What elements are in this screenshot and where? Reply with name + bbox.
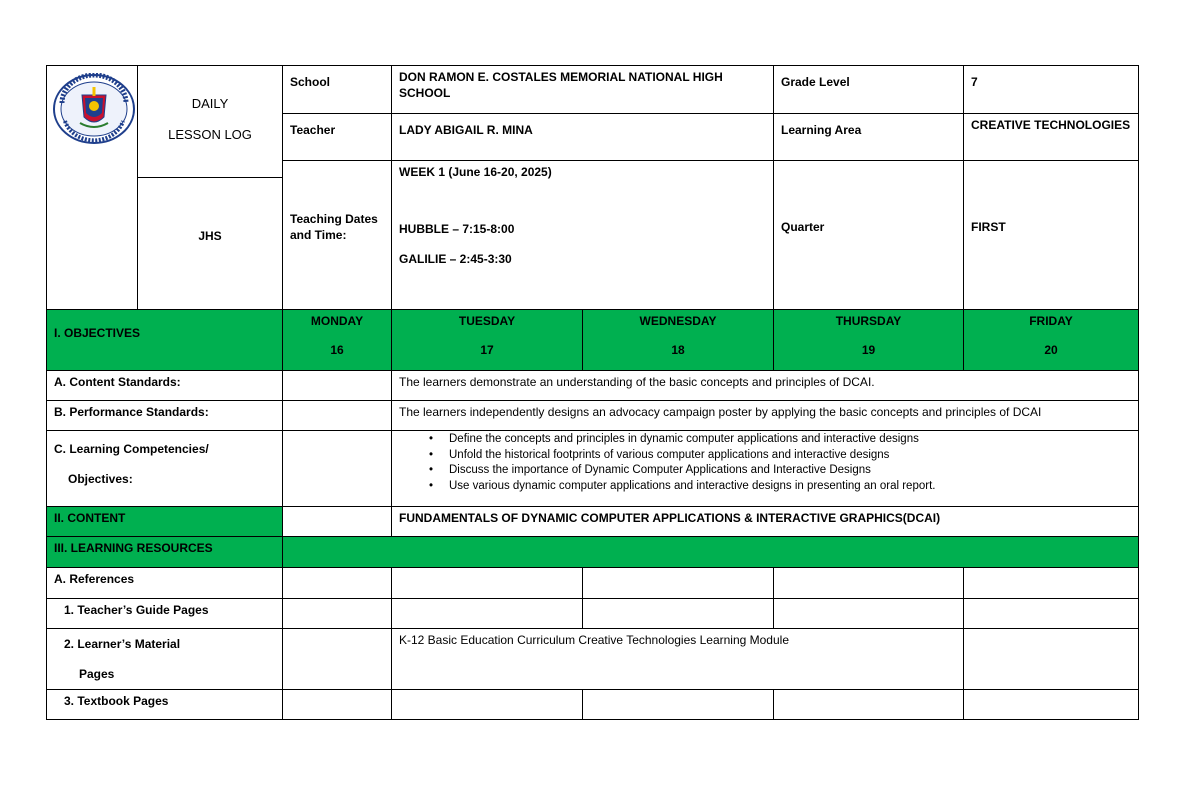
grade-value: 7 — [963, 65, 1139, 114]
quarter-label: Quarter — [773, 160, 964, 310]
day-name: TUESDAY — [458, 314, 516, 328]
competencies-label — [46, 430, 283, 507]
area-label: Learning Area — [773, 113, 964, 161]
day-name: FRIDAY — [1029, 314, 1073, 328]
content-value: FUNDAMENTALS OF DYNAMIC COMPUTER APPLICATIONS & INTERACTIVE GRAPHICS(DCAI) — [391, 506, 1139, 537]
performance-standards-monday — [282, 400, 392, 431]
lm-label-line1: 2. Learner’s Material — [64, 637, 181, 651]
day-date: 17 — [480, 343, 494, 358]
content-standards-label: A. Content Standards: — [46, 370, 283, 401]
references-wednesday — [582, 567, 774, 599]
schedule-1: HUBBLE – 7:15-8:00 — [399, 222, 515, 237]
textbook-label: 3. Textbook Pages — [46, 689, 283, 720]
references-label: A. References — [46, 567, 283, 599]
list-item: • Discuss the importance of Dynamic Computer Applications and Interactive Designs — [437, 463, 1131, 479]
lm-friday — [963, 628, 1139, 690]
content-standards-monday — [282, 370, 392, 401]
textbook-tuesday — [391, 689, 583, 720]
lm-label — [46, 628, 283, 690]
tg-wednesday — [582, 598, 774, 629]
resources-label: III. LEARNING RESOURCES — [46, 536, 283, 568]
content-monday — [282, 506, 392, 537]
day-date: 20 — [1044, 343, 1058, 358]
references-friday — [963, 567, 1139, 599]
tg-friday — [963, 598, 1139, 629]
textbook-monday — [282, 689, 392, 720]
teacher-label: Teacher — [282, 113, 392, 161]
day-name: THURSDAY — [835, 314, 902, 328]
schedule-2: GALILIE – 2:45-3:30 — [399, 251, 512, 266]
resources-band — [282, 536, 1139, 568]
day-thursday — [773, 309, 964, 371]
content-standards-value: The learners demonstrate an understanding of the basic concepts and principles of DCAI. — [391, 370, 1139, 401]
area-value: CREATIVE TECHNOLOGIES — [963, 113, 1139, 161]
dates-label: Teaching Dates and Time: — [282, 160, 392, 310]
list-item: • Define the concepts and principles in dynamic computer applications and interactive designs — [437, 432, 1131, 448]
school-label: School — [282, 65, 392, 114]
day-friday — [963, 309, 1139, 371]
day-date: 19 — [861, 343, 876, 358]
day-wednesday — [582, 309, 774, 371]
list-item: • Unfold the historical footprints of various computer applications and interactive designs — [437, 448, 1131, 464]
teacher-value: LADY ABIGAIL R. MINA — [391, 113, 774, 161]
competencies-label-line2: Objectives: — [68, 472, 133, 486]
performance-standards-value: The learners independently designs an advocacy campaign poster by applying the basic concepts and principles of DCAI — [391, 400, 1139, 431]
competencies-value — [391, 430, 1139, 507]
tg-thursday — [773, 598, 964, 629]
content-label: II. CONTENT — [46, 506, 283, 537]
tg-tuesday — [391, 598, 583, 629]
lm-label-line2: Pages — [79, 667, 115, 681]
list-item: • Use various dynamic computer applications and interactive designs in presenting an oral report. — [437, 479, 1131, 495]
dll-title-cell — [137, 65, 283, 178]
tg-label: 1. Teacher’s Guide Pages — [46, 598, 283, 629]
references-tuesday — [391, 567, 583, 599]
day-name: WEDNESDAY — [639, 314, 717, 328]
performance-standards-label: B. Performance Standards: — [46, 400, 283, 431]
day-tuesday — [391, 309, 583, 371]
dates-value — [391, 160, 774, 310]
lm-value: K-12 Basic Education Curriculum Creative Technologies Learning Module — [391, 628, 964, 690]
textbook-thursday — [773, 689, 964, 720]
references-thursday — [773, 567, 964, 599]
week-text: WEEK 1 (June 16-20, 2025) — [399, 165, 552, 179]
competencies-label-line1: C. Learning Competencies/ — [54, 442, 209, 456]
textbook-friday — [963, 689, 1139, 720]
textbook-wednesday — [582, 689, 774, 720]
objectives-label: I. OBJECTIVES — [46, 309, 283, 371]
dll-title-line1: DAILY — [191, 96, 229, 111]
tg-monday — [282, 598, 392, 629]
level-cell — [137, 177, 283, 310]
quarter-value: FIRST — [963, 160, 1139, 310]
day-monday — [282, 309, 392, 371]
day-date: 18 — [671, 343, 685, 358]
level-value: JHS — [198, 229, 222, 243]
competencies-list — [437, 432, 1131, 494]
deped-seal-icon — [52, 73, 136, 145]
references-monday — [282, 567, 392, 599]
lm-monday — [282, 628, 392, 690]
dll-title-line2: LESSON LOG — [168, 127, 252, 142]
competencies-monday — [282, 430, 392, 507]
grade-label: Grade Level — [773, 65, 964, 114]
day-date: 16 — [330, 343, 344, 358]
day-name: MONDAY — [310, 314, 364, 328]
school-value: DON RAMON E. COSTALES MEMORIAL NATIONAL HIGH SCHOOL — [391, 65, 774, 114]
